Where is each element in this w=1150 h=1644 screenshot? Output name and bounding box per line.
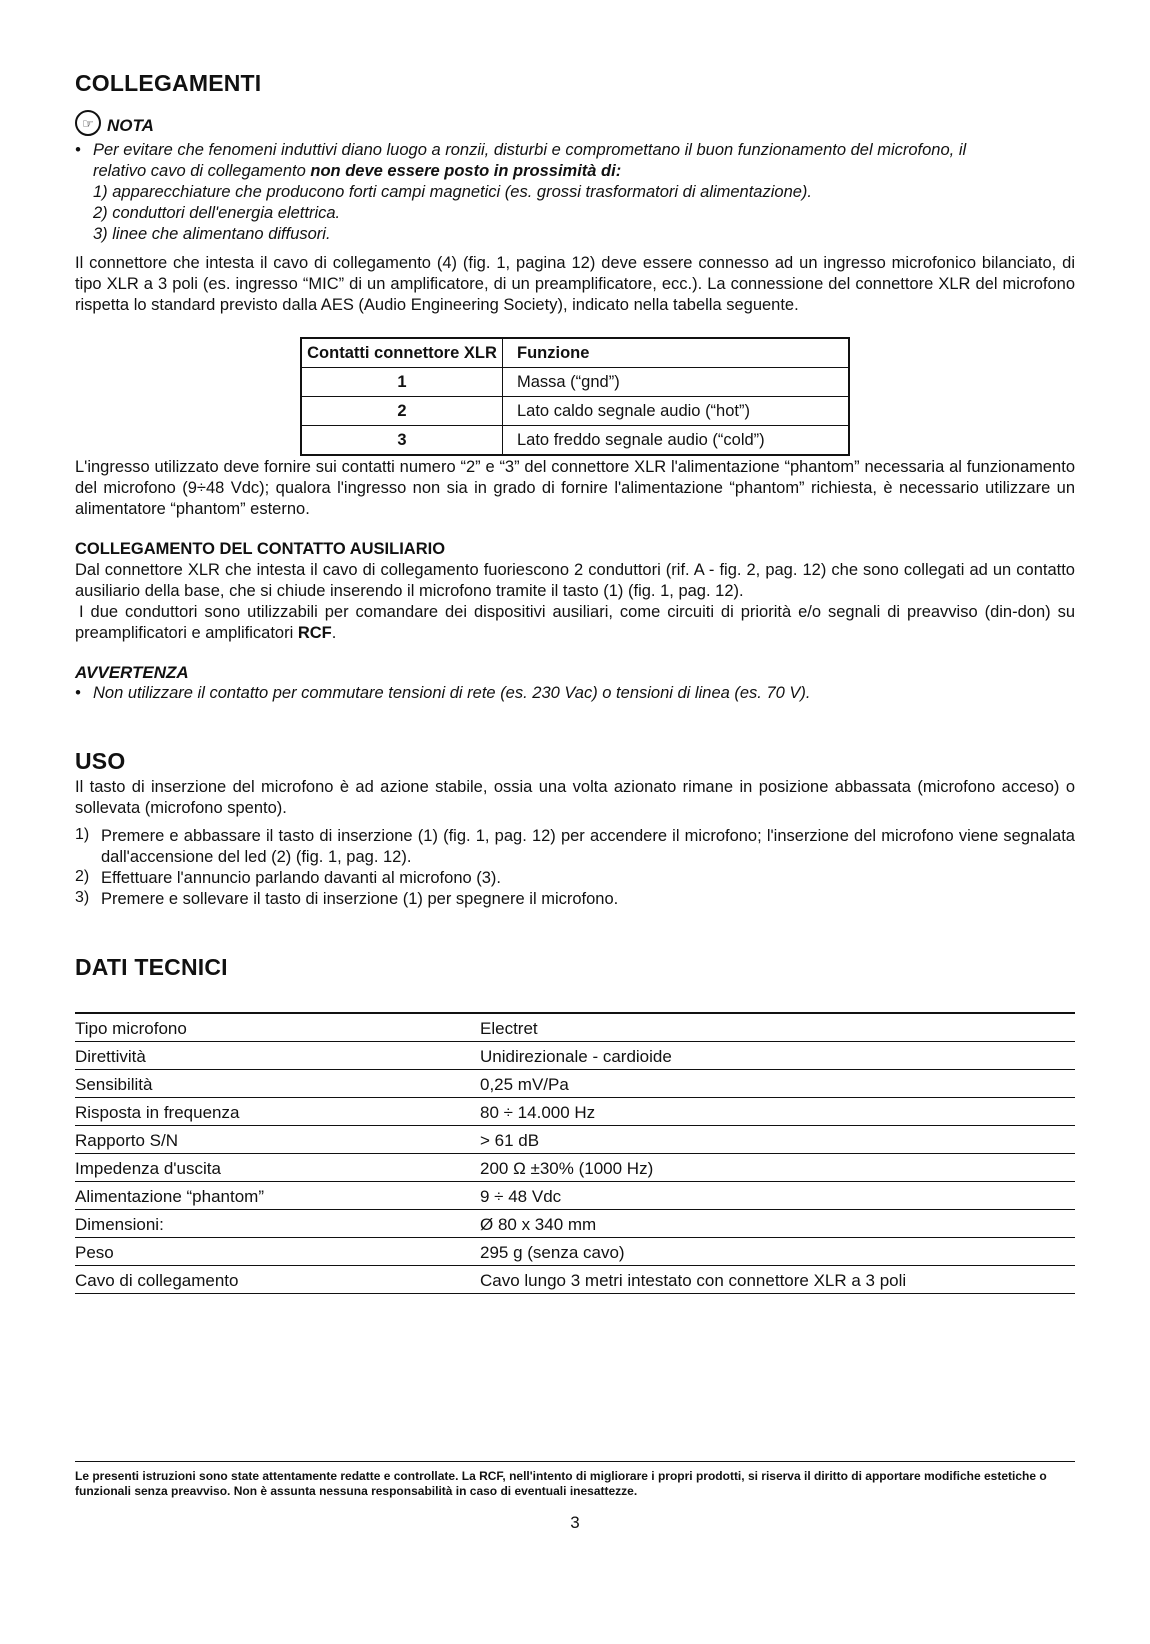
spec-value: 295 g (senza cavo) — [480, 1243, 625, 1262]
spec-value: 200 Ω ±30% (1000 Hz) — [480, 1159, 654, 1178]
function-cell: Lato caldo segnale audio (“hot”) — [503, 397, 850, 426]
function-cell: Lato freddo segnale audio (“cold”) — [503, 426, 850, 456]
contact-cell: 3 — [301, 426, 503, 456]
spec-value: 9 ÷ 48 Vdc — [480, 1187, 562, 1206]
uso-paragraph: Il tasto di inserzione del microfono è ad azione stabile, ossia una volta azionato rimane in posizione abbassata (microfono acceso) o sollevata (microfono spento). — [75, 778, 1075, 817]
step-number: 2) — [75, 868, 90, 885]
step-text: Effettuare l'annuncio parlando davanti al microfono (3). — [101, 869, 502, 887]
table-row — [75, 1098, 1075, 1126]
nota-line-2: relativo cavo di collegamento — [93, 162, 311, 180]
spec-label: Cavo di collegamento — [75, 1271, 239, 1290]
nota-text — [93, 140, 966, 245]
spec-label: Direttività — [75, 1047, 146, 1066]
table-row — [75, 1070, 1075, 1098]
spec-label: Tipo microfono — [75, 1019, 187, 1038]
bullet-icon: • — [75, 141, 81, 159]
list-item — [75, 889, 1075, 910]
aux-paragraph-2-text: I due conduttori sono utilizzabili per comandare dei dispositivi ausiliari, come circuiti di priorità e/o segnali di preavviso (din-don) su preamplificatori e amplificatori — [75, 603, 1075, 642]
specs-table — [75, 1012, 1075, 1294]
table-row — [75, 1042, 1075, 1070]
page-number: 3 — [570, 1513, 580, 1532]
contact-cell: 2 — [301, 397, 503, 426]
contact-cell: 1 — [301, 368, 503, 397]
table-row — [75, 1126, 1075, 1154]
aux-paragraph-2 — [75, 602, 1075, 644]
nota-item-2: 2) conduttori dell'energia elettrica. — [93, 204, 341, 222]
spec-value: Electret — [480, 1019, 538, 1038]
nota-item-3: 3) linee che alimentano diffusori. — [93, 225, 331, 243]
warning-text: Non utilizzare il contatto per commutare tensioni di rete (es. 230 Vac) o tensioni di linea (es. 70 V). — [93, 684, 811, 702]
uso-steps — [75, 826, 1075, 910]
footer-divider — [75, 1461, 1075, 1462]
nota-title: NOTA — [107, 116, 154, 135]
rcf-brand: RCF — [297, 624, 332, 642]
nota-line-2-bold: non deve essere posto in prossimità di: — [310, 162, 622, 180]
footer-disclaimer: Le presenti istruzioni sono state attentamente redatte e controllate. La RCF, nell'intento di migliorare i propri prodotti, si riserva il diritto di apportare modifiche estetiche o funzionali senza preavviso. Non è assunta nessuna responsabilità in caso di eventuali inesattezze. — [75, 1469, 1047, 1498]
table-row — [75, 1210, 1075, 1238]
spec-value: 0,25 mV/Pa — [480, 1075, 569, 1094]
spec-value: > 61 dB — [480, 1131, 540, 1150]
spec-value: Unidirezionale - cardioide — [480, 1047, 672, 1066]
aux-paragraph-2-end: . — [331, 624, 337, 642]
spec-label: Impedenza d'uscita — [75, 1159, 221, 1178]
header-function: Funzione — [503, 338, 850, 368]
table-row — [75, 1154, 1075, 1182]
spec-label: Alimentazione “phantom” — [75, 1187, 264, 1206]
phantom-paragraph: L'ingresso utilizzato deve fornire sui contatti numero “2” e “3” del connettore XLR l'alimentazione “phantom” necessaria al funzionamento del microfono (9÷48 Vdc); qualora l'ingresso non sia in grado di fornire l'alimentazione “phantom” richiesta, è necessario utilizzare un alimentatore “phantom” esterno. — [75, 458, 1075, 518]
step-text: Premere e abbassare il tasto di inserzione (1) (fig. 1, pag. 12) per accendere il microfono; l'inserzione del microfono viene segnalata dall'accensione del led (2) (fig. 1, pag. 12). — [101, 827, 1075, 866]
spec-label: Risposta in frequenza — [75, 1103, 240, 1122]
table-row — [301, 397, 849, 426]
section-title-dati-tecnici: DATI TECNICI — [75, 954, 228, 980]
nota-header — [75, 110, 154, 136]
hand-pointer-icon: ☞ — [75, 110, 101, 136]
spec-label: Sensibilità — [75, 1075, 153, 1094]
section-title-collegamenti: COLLEGAMENTI — [75, 70, 262, 96]
step-number: 3) — [75, 889, 90, 906]
nota-item-1: 1) apparecchiature che producono forti campi magnetici (es. grossi trasformatori di alimentazione). — [93, 183, 812, 201]
table-header-row — [301, 338, 849, 368]
warning-bullet — [75, 683, 1075, 704]
bullet-icon: • — [75, 684, 81, 702]
spec-value: 80 ÷ 14.000 Hz — [480, 1103, 596, 1122]
table-row — [75, 1266, 1075, 1294]
spec-label: Dimensioni: — [75, 1215, 164, 1234]
table-row — [75, 1182, 1075, 1210]
table-row — [75, 1238, 1075, 1266]
spec-value: Cavo lungo 3 metri intestato con connettore XLR a 3 poli — [480, 1271, 907, 1290]
xlr-intro-paragraph: Il connettore che intesta il cavo di collegamento (4) (fig. 1, pagina 12) deve essere connesso ad un ingresso microfonico bilanciato, di tipo XLR a 3 poli (es. ingresso “MIC” di un amplificatore, di un preamplificatore, ecc.). La connessione del connettore XLR del microfono rispetta lo standard previsto dalla AES (Audio Engineering Society), indicato nella tabella seguente. — [75, 254, 1075, 314]
spec-label: Rapporto S/N — [75, 1131, 178, 1150]
list-item — [75, 868, 1075, 889]
warning-title: AVVERTENZA — [75, 663, 189, 682]
function-cell: Massa (“gnd”) — [503, 368, 850, 397]
table-row — [75, 1014, 1075, 1042]
xlr-contacts-table — [300, 337, 850, 456]
aux-contact-title: COLLEGAMENTO DEL CONTATTO AUSILIARIO — [75, 540, 446, 558]
spec-value: Ø 80 x 340 mm — [480, 1215, 597, 1234]
nota-line-1: Per evitare che fenomeni induttivi diano luogo a ronzii, disturbi e compromettano il buon funzionamento del microfono, il — [93, 141, 967, 159]
header-contacts: Contatti connettore XLR — [301, 338, 503, 368]
table-row — [301, 426, 849, 456]
aux-paragraph-1: Dal connettore XLR che intesta il cavo di collegamento fuoriescono 2 conduttori (rif. A - fig. 2, pag. 12) che sono collegati ad un contatto ausiliario della base, che si chiude inserendo il microfono tramite il tasto (1) (fig. 1, pag. 12). — [75, 561, 1075, 600]
nota-bullet — [75, 140, 1075, 245]
list-item — [75, 826, 1075, 868]
step-number: 1) — [75, 826, 90, 843]
table-row — [301, 368, 849, 397]
section-title-uso: USO — [75, 748, 126, 774]
spec-label: Peso — [75, 1243, 114, 1262]
nota-list — [75, 140, 1075, 245]
step-text: Premere e sollevare il tasto di inserzione (1) per spegnere il microfono. — [101, 890, 619, 908]
